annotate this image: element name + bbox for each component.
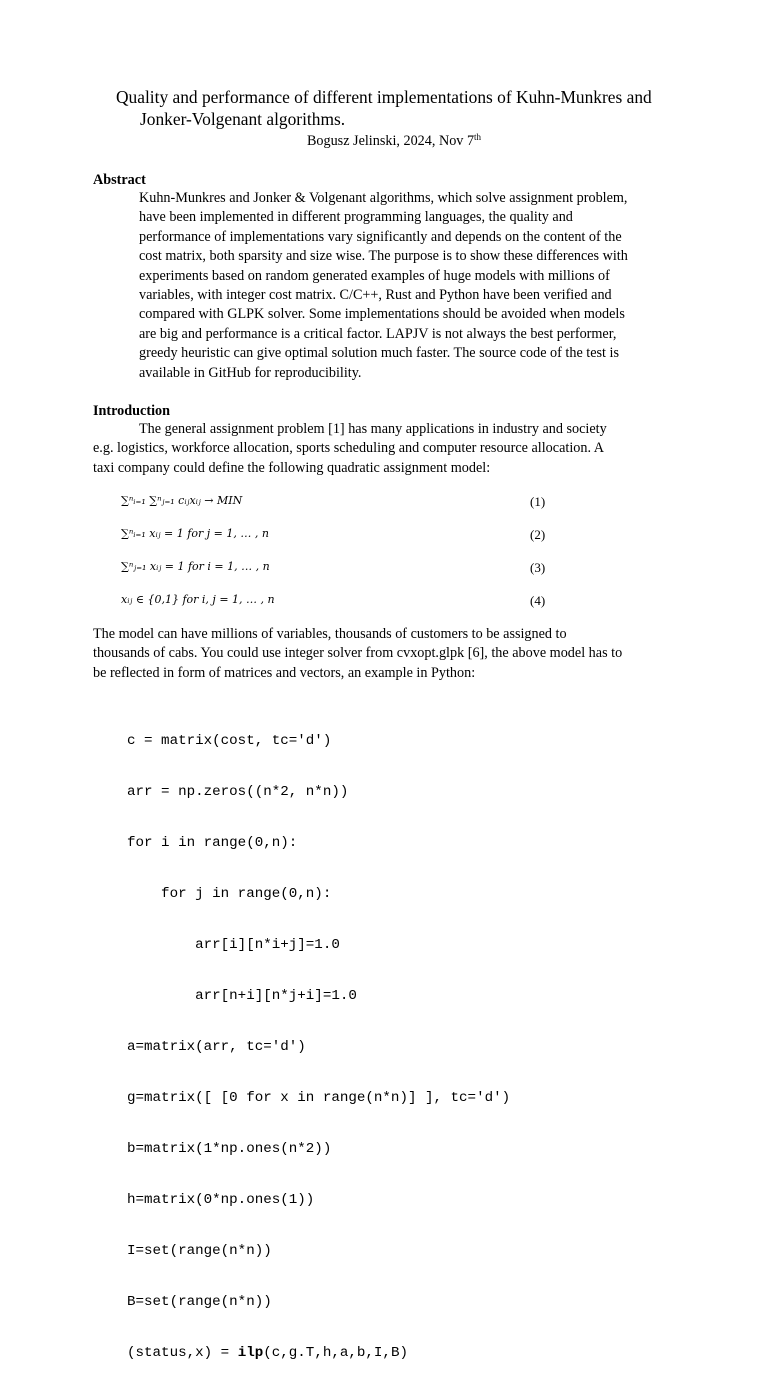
abstract-heading: Abstract xyxy=(93,172,146,188)
code-line: c = matrix(cost, tc='d') xyxy=(127,733,332,749)
model-line: The model can have millions of variables, thousands of customers to be assigned to xyxy=(93,626,567,642)
code-line: for j in range(0,n): xyxy=(127,886,332,902)
code-line: I=set(range(n*n)) xyxy=(127,1243,272,1259)
author-line xyxy=(0,132,768,150)
abstract-line: experiments based on random generated examples of huge models with millions of xyxy=(139,267,610,284)
code-line-last xyxy=(127,1345,510,1362)
introduction-heading: Introduction xyxy=(93,403,170,419)
python-code-block xyxy=(127,699,510,1396)
code-line: g=matrix([ [0 for x in range(n*n)] ], tc='d') xyxy=(127,1090,511,1106)
model-line: thousands of cabs. You could use integer solver from cvxopt.glpk [6], the above model has to xyxy=(93,645,623,662)
equation-3: ∑ⁿⱼ₌₁ xᵢⱼ = 1 for i = 1, … , n xyxy=(121,560,270,573)
equation-number-1: (1) xyxy=(530,494,546,509)
code-line: arr = np.zeros((n*2, n*n)) xyxy=(127,784,349,800)
code-line: a=matrix(arr, tc='d') xyxy=(127,1039,306,1055)
introduction-body xyxy=(93,420,683,478)
equation-4: xᵢⱼ ∈ {0,1} for i, j = 1, … , n xyxy=(121,593,275,606)
introduction-line: e.g. logistics, workforce allocation, sports scheduling and computer resource allocation. A xyxy=(93,440,604,457)
model-description xyxy=(93,625,683,683)
abstract-line: are big and performance is a critical factor. LAPJV is not always the best performer, xyxy=(139,325,617,342)
code-line: h=matrix(0*np.ones(1)) xyxy=(127,1192,315,1208)
code-prefix: (status,x) = xyxy=(127,1345,238,1361)
code-suffix: (c,g.T,h,a,b,I,B) xyxy=(263,1345,408,1361)
code-line: arr[i][n*i+j]=1.0 xyxy=(127,937,340,953)
code-keyword-ilp: ilp xyxy=(237,1345,264,1361)
equation-number-3: (3) xyxy=(530,560,546,575)
title-line-2: Jonker-Volgenant algorithms. xyxy=(140,109,346,129)
code-line: B=set(range(n*n)) xyxy=(127,1294,272,1310)
abstract-line: available in GitHub for reproducibility. xyxy=(139,364,362,381)
introduction-line: The general assignment problem [1] has many applications in industry and society xyxy=(139,421,607,437)
model-line: be reflected in form of matrices and vectors, an example in Python: xyxy=(93,664,476,681)
abstract-line: have been implemented in different programming languages, the quality and xyxy=(139,209,573,226)
abstract-line: Kuhn-Munkres and Jonker & Volgenant algorithms, which solve assignment problem, xyxy=(139,190,628,206)
abstract-line: variables, with integer cost matrix. C/C++, Rust and Python have been verified and xyxy=(139,287,612,304)
code-line: b=matrix(1*np.ones(n*2)) xyxy=(127,1141,332,1157)
author-text: Bogusz Jelinski, 2024, Nov 7 xyxy=(306,133,475,149)
introduction-line: taxi company could define the following quadratic assignment model: xyxy=(93,459,491,476)
abstract-line: cost matrix, both sparsity and size wise. The purpose is to show these differences with xyxy=(139,248,628,265)
author-date-superscript: th xyxy=(474,132,482,142)
equation-number-4: (4) xyxy=(530,593,546,608)
equation-1: ∑ⁿᵢ₌₁ ∑ⁿⱼ₌₁ cᵢⱼxᵢⱼ → MIN xyxy=(121,494,243,507)
abstract-body xyxy=(139,189,679,383)
equation-2: ∑ⁿᵢ₌₁ xᵢⱼ = 1 for j = 1, … , n xyxy=(121,527,269,540)
title-line-1: Quality and performance of different implementations of Kuhn-Munkres and xyxy=(116,87,652,107)
abstract-line: greedy heuristic can give optimal solution much faster. The source code of the test is xyxy=(139,345,620,362)
abstract-line: performance of implementations vary significantly and depends on the content of the xyxy=(139,228,622,245)
abstract-line: compared with GLPK solver. Some implementations should be avoided when models xyxy=(139,306,625,323)
code-line: for i in range(0,n): xyxy=(127,835,298,851)
equation-number-2: (2) xyxy=(530,527,546,542)
paper-title xyxy=(116,86,696,130)
code-line: arr[n+i][n*j+i]=1.0 xyxy=(127,988,357,1004)
